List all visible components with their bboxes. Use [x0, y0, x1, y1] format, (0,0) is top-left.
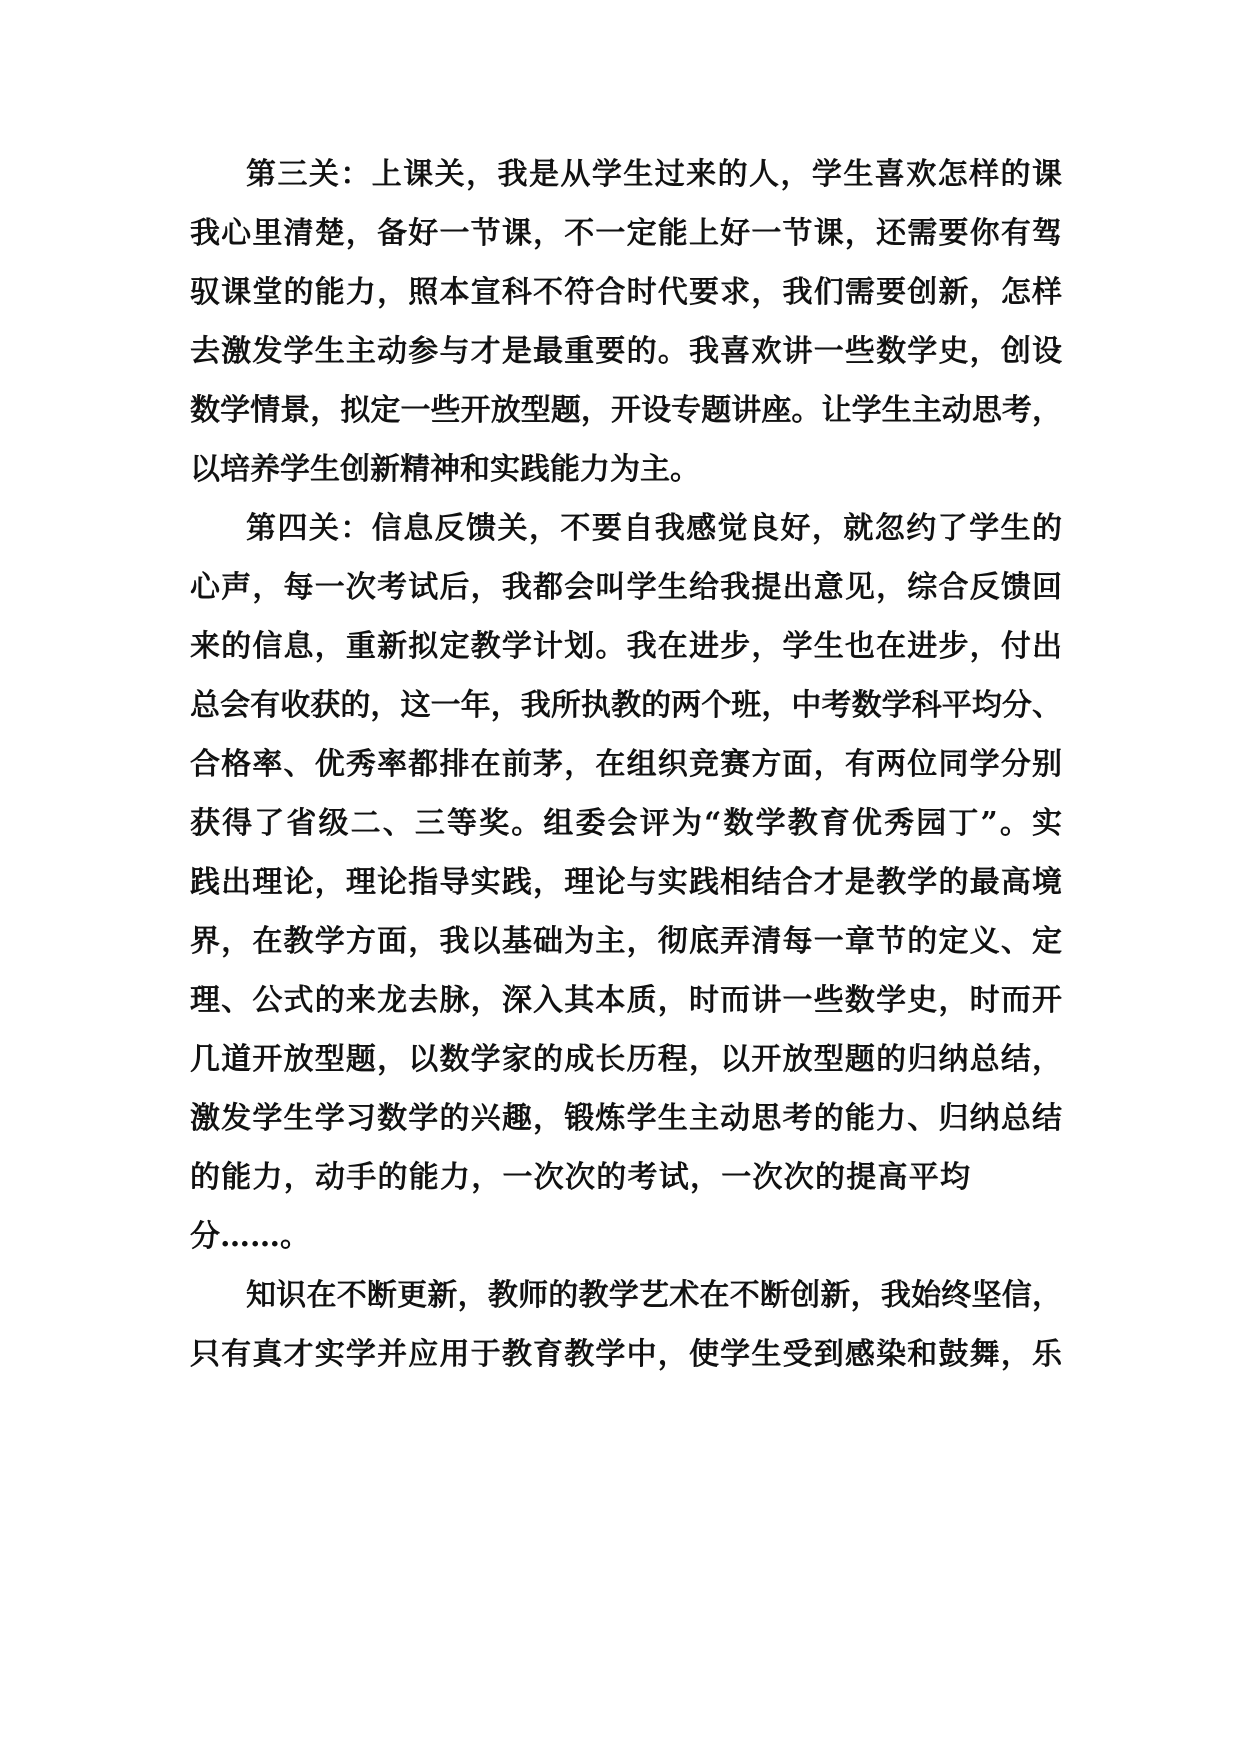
paragraph-4-line-8: 界，在教学方面，我以基础为主，彻底弄清每一章节的定义、定: [190, 924, 1062, 959]
paragraph-4-line-9: 理、公式的来龙去脉，深入其本质，时而讲一些数学史，时而开: [190, 983, 1062, 1018]
paragraph-3-line-4: 去激发学生主动参与才是最重要的。我喜欢讲一些数学史，创设: [190, 334, 1062, 369]
paragraph-4-line-11: 激发学生学习数学的兴趣，锻炼学生主动思考的能力、归纳总结: [190, 1101, 1062, 1136]
paragraph-5-line-1: 知识在不断更新，教师的教学艺术在不断创新，我始终坚信，: [246, 1278, 1062, 1313]
paragraph-4-line-10: 几道开放型题，以数学家的成长历程，以开放型题的归纳总结，: [190, 1042, 1062, 1077]
paragraph-4-line-1: 第四关：信息反馈关，不要自我感觉良好，就忽约了学生的: [246, 511, 1062, 546]
paragraph-4-line-7: 践出理论，理论指导实践，理论与实践相结合才是教学的最高境: [190, 865, 1062, 900]
paragraph-3-line-1: 第三关：上课关，我是从学生过来的人，学生喜欢怎样的课: [246, 157, 1062, 192]
paragraph-4-line-2: 心声，每一次考试后，我都会叫学生给我提出意见，综合反馈回: [190, 570, 1062, 605]
paragraph-3-line-3: 驭课堂的能力，照本宣科不符合时代要求，我们需要创新，怎样: [190, 275, 1062, 310]
paragraph-3-line-5: 数学情景，拟定一些开放型题，开设专题讲座。让学生主动思考，: [190, 393, 1062, 428]
paragraph-5-line-2: 只有真才实学并应用于教育教学中，使学生受到感染和鼓舞，乐: [190, 1337, 1062, 1372]
paragraph-4-line-6: 获得了省级二、三等奖。组委会评为“数学教育优秀园丁”。实: [190, 806, 1062, 841]
paragraph-4-line-3: 来的信息，重新拟定教学计划。我在进步，学生也在进步，付出: [190, 629, 1062, 664]
paragraph-4-line-13: 分……。: [190, 1219, 310, 1254]
paragraph-4-line-4: 总会有收获的，这一年，我所执教的两个班，中考数学科平均分、: [190, 688, 1062, 723]
paragraph-3-line-2: 我心里清楚，备好一节课，不一定能上好一节课，还需要你有驾: [190, 216, 1062, 251]
paragraph-4-line-12: 的能力，动手的能力，一次次的考试，一次次的提高平均: [190, 1160, 970, 1195]
paragraph-3-line-6: 以培养学生创新精神和实践能力为主。: [190, 452, 700, 487]
paragraph-4-line-5: 合格率、优秀率都排在前茅，在组织竞赛方面，有两位同学分别: [190, 747, 1062, 782]
